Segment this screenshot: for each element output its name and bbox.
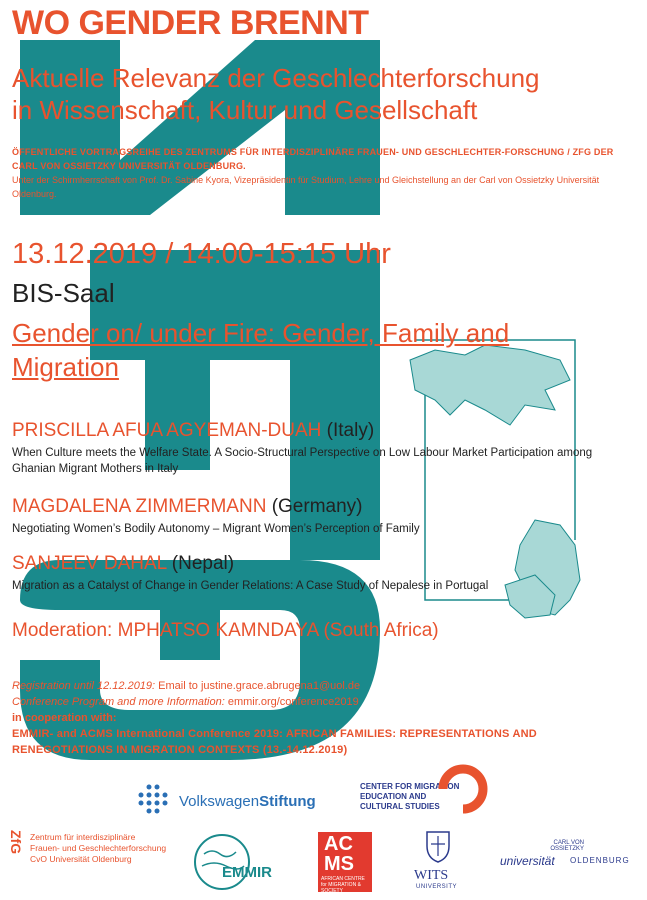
speaker-name: PRISCILLA AFUA AGYEMAN-DUAH — [12, 420, 322, 441]
registration-label: Registration until 12.12.2019: — [12, 680, 156, 692]
program-label: Conference Program and more Information: — [12, 696, 225, 708]
zfg-logo — [10, 830, 190, 890]
cme-arc-icon — [438, 764, 488, 814]
moderation: Moderation: MPHATSO KAMNDAYA (South Africa) — [12, 620, 439, 641]
registration-email-link[interactable]: Email to justine.grace.abrugena1@uol.de — [155, 680, 361, 692]
uol-small: CARL VON OSSIETZKY — [550, 840, 584, 852]
speaker-block — [12, 420, 632, 477]
talk-title: When Culture meets the Welfare State. A Socio-Structural Perspective on Low Labour Market Participation among Ghanian Migrant Mothers in Italy — [12, 447, 593, 475]
talk-title: Migration as a Catalyst of Change in Gender Relations: A Case Study of Nepalese in Portugal — [12, 580, 489, 592]
program-line — [12, 694, 632, 710]
speaker-name: SANJEEV DAHAL — [12, 553, 167, 574]
acms-caption: AFRICAN CENTRE for MIGRATION & SOCIETY — [321, 876, 365, 894]
speaker-country: (Germany) — [271, 496, 363, 517]
acms-logo — [318, 832, 372, 892]
crest-icon — [423, 828, 453, 864]
subtitle-line-2: in Wissenschaft, Kultur und Gesellschaft — [12, 95, 478, 125]
zfg-wordmark: Zentrum für interdisziplinäre Frauen- und Geschlechterforschung CvO Universität Oldenburg — [30, 832, 167, 864]
session-title-line-2: Migration — [12, 352, 119, 382]
poster-title: WO GENDER BRENNT — [12, 4, 369, 42]
cme-wordmark: CENTER FOR MIGRATION EDUCATION AND CULTURAL STUDIES — [360, 782, 460, 811]
speaker-block — [12, 496, 632, 537]
info-section — [12, 678, 632, 758]
program-link[interactable]: emmir.org/conference2019 — [224, 696, 359, 708]
subtitle-line-1: Aktuelle Relevanz der Geschlechterforschung — [12, 63, 540, 93]
talk-title: Negotiating Women’s Bodily Autonomy – Migrant Women’s Perception of Family — [12, 523, 420, 535]
speaker-block — [12, 553, 632, 594]
acms-top: AC — [324, 833, 353, 855]
speaker-country: (Italy) — [326, 420, 375, 441]
poster-subtitle — [12, 62, 540, 126]
patronage-text: Unter der Schirmherrschaft von Prof. Dr. Sabine Kyora, Vizepräsidentin für Studium, Lehre und Gleichstellung an der Carl von Ossietzky Universität Oldenburg. — [12, 175, 600, 199]
emmir-logo — [192, 832, 282, 892]
event-room: BIS-Saal — [12, 278, 115, 308]
speaker-name-line — [12, 553, 632, 575]
emmir-wordmark: EMMIR — [222, 864, 272, 881]
conference-description: EMMIR- and ACMS International Conference 2019: AFRICAN FAMILIES: REPRESENTATIONS AND RENEGOTIATIONS IN MIGRATION CONTEXTS (13.-14.12.2019) — [12, 728, 537, 756]
registration-line — [12, 678, 632, 694]
session-title-line-1: Gender on/ under Fire: Gender, Family and — [12, 318, 510, 348]
vw-wordmark: VolkswagenStiftung — [179, 793, 316, 810]
speaker-name-line — [12, 496, 632, 518]
vw-dots-icon — [135, 783, 175, 819]
wits-wordmark: WITS — [414, 868, 449, 883]
zfg-mark: ZfG — [8, 830, 24, 855]
uol-wordmark: universität — [500, 854, 555, 868]
globe-icon — [192, 832, 252, 892]
series-description: ÖFFENTLICHE VORTRAGSREIHE DES ZENTRUMS FÜR INTERDISZIPLINÄRE FRAUEN- UND GESCHLECHTER-FORSCHUNG / ZFG DER CARL VON OSSIETZKY UNIVERSITÄT OLDENBURG. — [12, 147, 614, 171]
volkswagen-stiftung-logo — [135, 783, 315, 823]
wits-logo — [408, 828, 468, 894]
oldenburg-university-logo — [500, 840, 640, 880]
cooperation-label: in cooperation with: — [12, 712, 117, 724]
speaker-name: MAGDALENA ZIMMERMANN — [12, 496, 267, 517]
acms-bottom: MS — [324, 853, 354, 875]
cme-logo — [360, 764, 490, 814]
speaker-name-line — [12, 420, 632, 442]
wits-subtitle: UNIVERSITY — [416, 884, 458, 890]
speaker-country: (Nepal) — [171, 553, 235, 574]
uol-city: OLDENBURG — [570, 856, 630, 865]
event-date: 13.12.2019 / 14:00-15:15 Uhr — [12, 238, 391, 270]
session-title — [12, 316, 612, 384]
